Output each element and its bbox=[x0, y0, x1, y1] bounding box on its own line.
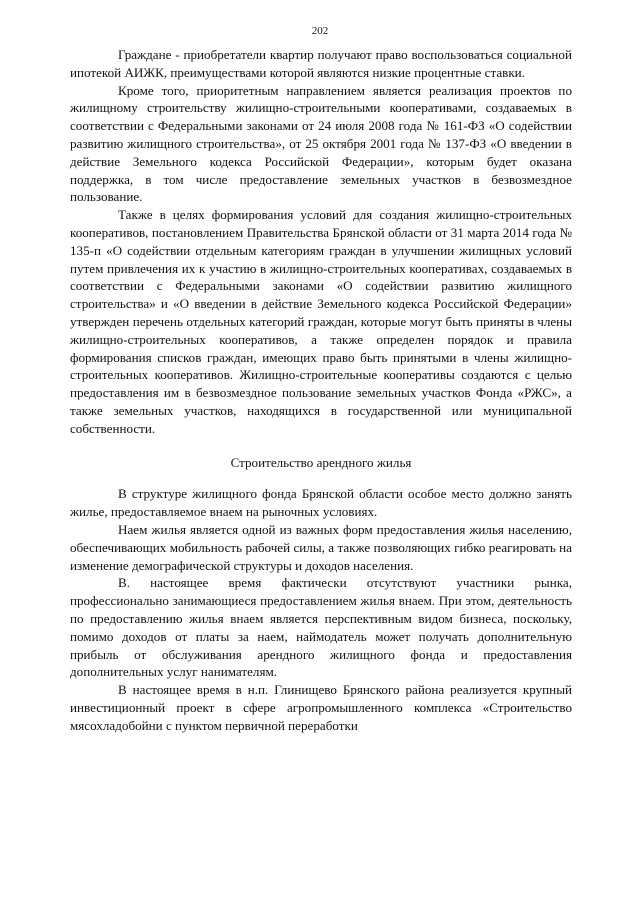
paragraph: Кроме того, приоритетным направлением является реализация проектов по жилищному строительству жилищно-строительными кооперативами, создаваемых в соответствии с Федеральными законами от 24 июля 2008 года № 161-ФЗ «О содействии развитию жилищного строительства», от 25 октября 2001 года № 137-ФЗ «О введении в действие Земельного кодекса Российской Федерации», которым будет оказана поддержка, в том числе предоставление земельных участков в безвозмездное пользование. bbox=[70, 82, 572, 205]
document-body bbox=[70, 46, 572, 734]
paragraph: В структуре жилищного фонда Брянской области особое место должно занять жилье, предоставляемое внаем на рыночных условиях. bbox=[70, 486, 572, 520]
paragraph: Наем жилья является одной из важных форм предоставления жилья населению, обеспечивающих мобильность рабочей силы, а также позволяющих гибко реагировать на изменение демографической структуры и доходов населения. bbox=[70, 521, 572, 573]
paragraph: В. настоящее время фактически отсутствуют участники рынка, профессионально занимающиеся предоставлением жилья внаем. При этом, деятельность по предоставлению жилья внаем является перспективным видом бизнеса, поскольку, помимо доходов от платы за наем, наймодатель может получать дополнительную прибыль от обслуживания арендного жилищного фонда и предоставления дополнительных услуг нанимателям. bbox=[70, 575, 572, 680]
page-number: 202 bbox=[311, 25, 329, 37]
paragraph: В настоящее время в н.п. Глинищево Брянского района реализуется крупный инвестиционный проект в сфере агропромышленного комплекса «Строительство мясохладобойни с пунктом первичной переработки bbox=[70, 682, 572, 733]
paragraph: Также в целях формирования условий для создания жилищно-строительных кооперативов, постановлением Правительства Брянской области от 31 марта 2014 года № 135-п «О содействии отдельным категориям граждан в улучшении жилищных условий путем привлечения их к участию в жилищно-строительных кооперативах, создаваемых в соответствии с Федеральными законами «О содействии развитию жилищного строительства» и «О введении в действие Земельного кодекса Российской Федерации» утвержден перечень отдельных категорий граждан, которые могут быть приняты в члены жилищно-строительных кооперативов, а также определен порядок и правила формирования списков граждан, имеющих право быть принятыми в члены жилищно-строительных кооперативов. Жилищно-строительные кооперативы создаются с целью предоставления им в безвозмездное пользование земельных участков Фонда «РЖС», а также земельных участков, находящихся в государственной или муниципальной собственности. bbox=[70, 207, 572, 436]
section-heading: Строительство арендного жилья bbox=[230, 454, 412, 470]
paragraph: Граждане - приобретатели квартир получают право воспользоваться социальной ипотекой АИЖК, преимуществами которой являются низкие процентные ставки. bbox=[70, 47, 572, 80]
